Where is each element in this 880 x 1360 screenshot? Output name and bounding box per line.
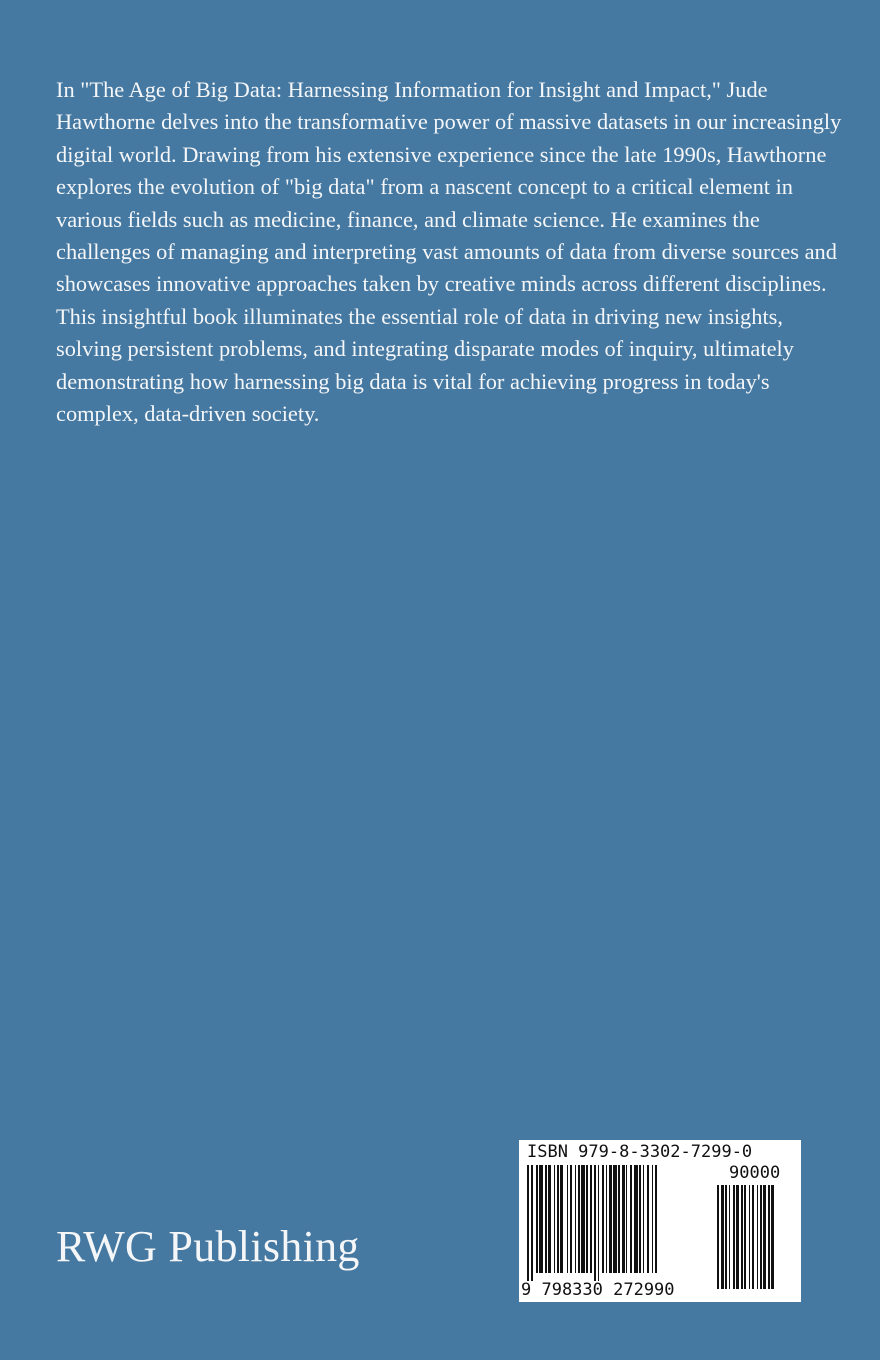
isbn-label: ISBN 979-8-3302-7299-0 — [527, 1142, 753, 1162]
price-code: 90000 — [729, 1163, 781, 1183]
publisher-name: RWG Publishing — [56, 1222, 360, 1271]
book-description: In "The Age of Big Data: Harnessing Information for Insight and Impact," Jude Hawthorne delves into the transformative power of massive datasets in our increasingly digital world. Drawing from his extensive experience since the late 1990s, Hawthorne explores the evolution of "big data" from a nascent concept to a critical element in various fields such as medicine, finance, and climate science. He examines the challenges of managing and interpreting vast amounts of data from diverse sources and showcases innovative approaches taken by creative minds across different disciplines. This insightful book illuminates the essential role of data in driving new insights, solving persistent problems, and integrating disparate modes of inquiry, ultimately demonstrating how harnessing big data is vital for achieving progress in today's complex, data-driven society. — [56, 77, 842, 427]
barcode-number: 9 798330 272990 — [521, 1280, 675, 1300]
isbn-barcode — [519, 1140, 801, 1302]
main-barcode-bars — [527, 1165, 709, 1281]
addon-barcode-bars — [717, 1185, 795, 1297]
